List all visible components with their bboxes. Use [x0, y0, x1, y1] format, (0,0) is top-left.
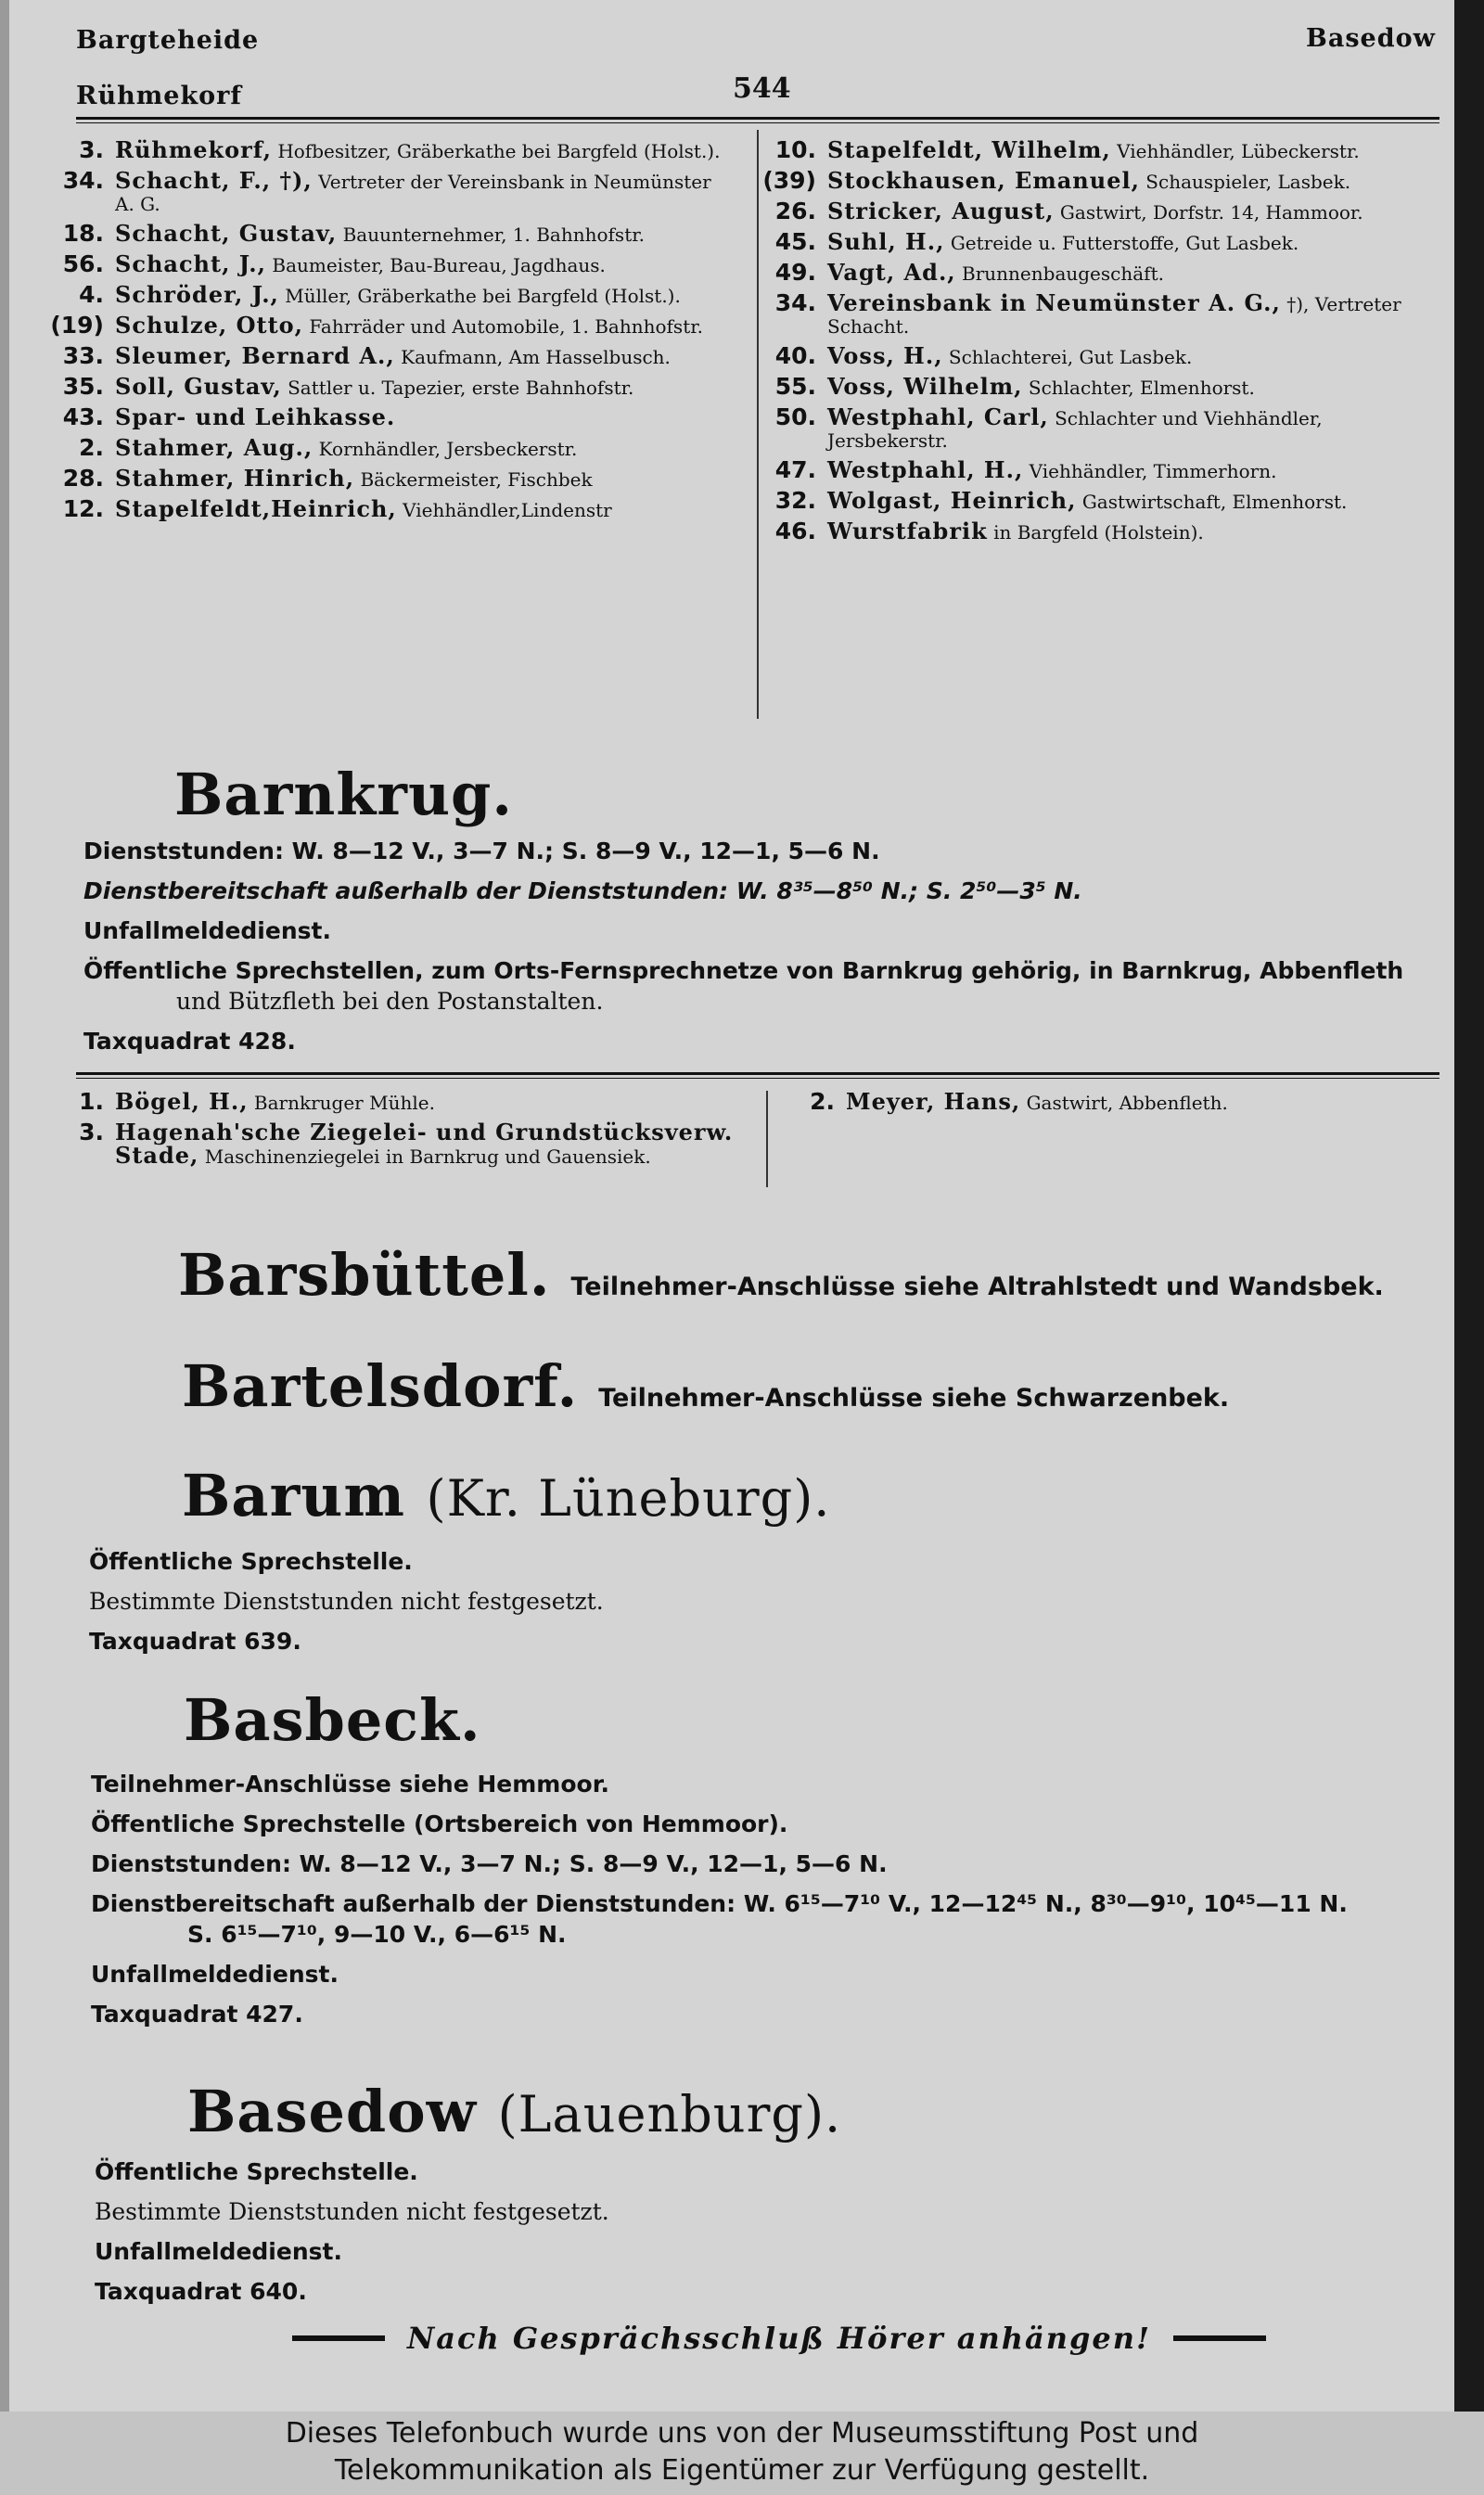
entry-desc: Viehhändler, Timmerhorn.: [1029, 460, 1277, 482]
entry-number: 18.: [62, 220, 104, 247]
basbeck-subscriber-ref: Teilnehmer-Anschlüsse siehe Hemmoor.: [91, 1771, 609, 1798]
entry-name: Soll, Gustav,: [115, 373, 282, 400]
entry-number: 3.: [79, 1119, 104, 1145]
list-item: [761, 520, 1438, 544]
entry-name: Sleumer, Bernard A.,: [115, 342, 395, 369]
entry-number: 49.: [774, 259, 816, 286]
entry-desc: Schlachter, Elmenhorst.: [1028, 377, 1255, 399]
barum-subtitle: (Kr. Lüneburg).: [426, 1469, 831, 1528]
barnkrug-right-column: [779, 1088, 1428, 1121]
entry-name: Schulze, Otto,: [115, 312, 304, 339]
page-left-edge: [0, 0, 9, 2412]
entry-number: 4.: [79, 281, 104, 308]
list-item: [48, 373, 735, 400]
book-spine: [1454, 0, 1484, 2412]
entry-desc: Bauunternehmer, 1. Bahnhofstr.: [342, 224, 645, 246]
list-item: [48, 495, 735, 522]
entry-desc: Getreide u. Futterstoffe, Gut Lasbek.: [950, 232, 1299, 254]
column-divider: [766, 1091, 768, 1187]
entry-name: Schacht, J.,: [115, 250, 267, 277]
entry-number: (19): [50, 312, 104, 339]
entry-desc: Müller, Gräberkathe bei Bargfeld (Holst.).: [285, 285, 681, 307]
entry-desc: Kaufmann, Am Hasselbusch.: [401, 346, 671, 368]
entry-number: 50.: [774, 403, 816, 430]
basbeck-accident-service: Unfallmeldedienst.: [91, 1961, 339, 1988]
entry-desc: Hofbesitzer, Gräberkathe bei Bargfeld (Holst.).: [277, 140, 721, 162]
entry-name: Vereinsbank in Neumünster A. G.,: [827, 289, 1281, 316]
entry-desc: Gastwirtschaft, Elmenhorst.: [1081, 491, 1348, 513]
basedow-heading: [187, 2078, 841, 2145]
list-item: [761, 259, 1438, 286]
list-item: [48, 467, 735, 491]
basbeck-service-hours: Dienststunden: W. 8—12 V., 3—7 N.; S. 8—9 V., 12—1, 5—6 N.: [91, 1850, 888, 1877]
entry-number: 56.: [62, 250, 104, 277]
basedow-info: [95, 2152, 1393, 2311]
basbeck-public-station: Öffentliche Sprechstelle (Ortsbereich von Hemmoor).: [91, 1810, 788, 1837]
entry-name: Voss, Wilhelm,: [827, 373, 1023, 400]
header-right-top: Basedow: [1306, 24, 1436, 53]
bartelsdorf-reference: Teilnehmer-Anschlüsse siehe Schwarzenbek.: [598, 1384, 1230, 1413]
list-item: [761, 342, 1438, 369]
barnkrug-public-stations-cont: und Bützfleth bei den Postanstalten.: [176, 988, 604, 1015]
bargteheide-left-column: [48, 136, 735, 529]
entry-number: 55.: [774, 373, 816, 400]
entry-number: 26.: [774, 198, 816, 224]
entry-name: Wurstfabrik: [827, 518, 988, 544]
list-item: [48, 220, 735, 247]
barum-tax-square: Taxquadrat 639.: [89, 1628, 301, 1655]
entry-desc: Viehhändler, Lübeckerstr.: [1117, 140, 1360, 162]
barum-heading: [182, 1462, 830, 1529]
entry-number: 35.: [62, 373, 104, 400]
entry-number: (39): [762, 167, 816, 194]
entry-name: Meyer, Hans,: [846, 1088, 1021, 1115]
barnkrug-rule: [76, 1072, 1439, 1079]
basedow-tax-square: Taxquadrat 640.: [95, 2278, 307, 2305]
entry-name: Westphahl, Carl,: [827, 403, 1049, 430]
entry-desc: Bäckermeister, Fischbek: [360, 468, 593, 491]
entry-desc: Maschinenziegelei in Barnkrug und Gauensiek.: [204, 1145, 651, 1168]
barnkrug-info: [83, 831, 1447, 1061]
list-item: [761, 167, 1438, 194]
entry-name: Westphahl, H.,: [827, 456, 1024, 483]
entry-name: Bögel, H.,: [115, 1088, 249, 1115]
header-rule: [76, 117, 1439, 123]
attribution-footer: [0, 2412, 1484, 2495]
entry-name: Vagt, Ad.,: [827, 259, 956, 286]
entry-number: 46.: [774, 518, 816, 544]
entry-name: Stockhausen, Emanuel,: [827, 167, 1140, 194]
entry-name: Stahmer, Aug.,: [115, 434, 313, 461]
basbeck-heading: Basbeck.: [184, 1686, 481, 1754]
entry-desc: Schlachterei, Gut Lasbek.: [948, 346, 1193, 368]
list-item: [48, 250, 735, 277]
entry-desc: Schlachter und Viehhändler, Jersbekerstr.: [827, 407, 1323, 452]
barsbuettel-title: Barsbüttel.: [178, 1241, 551, 1309]
entry-name: Schacht, F., †),: [115, 167, 313, 194]
closing-instruction: [241, 2321, 1317, 2356]
entry-desc: Barnkruger Mühle.: [253, 1092, 435, 1114]
entry-number: 32.: [774, 487, 816, 514]
decorative-rule: [1173, 2335, 1266, 2341]
barnkrug-tax-square: Taxquadrat 428.: [83, 1028, 296, 1055]
list-item: [48, 136, 735, 163]
basedow-accident-service: Unfallmeldedienst.: [95, 2238, 342, 2265]
barsbuettel-heading: [178, 1241, 1384, 1309]
footer-line-2: Telekommunikation als Eigentümer zur Verfügung gestellt.: [334, 2454, 1150, 2487]
list-item: [48, 167, 735, 215]
barnkrug-left-column: [48, 1088, 762, 1175]
entry-name: Rühmekorf,: [115, 136, 272, 163]
basedow-service-hours: Bestimmte Dienststunden nicht festgesetzt.: [95, 2198, 609, 2225]
basbeck-standby-hours: Dienstbereitschaft außerhalb der Dienststunden: W. 6¹⁵—7¹⁰ V., 12—12⁴⁵ N., 8³⁰—9¹⁰, 10⁴⁵—11 N.: [91, 1890, 1348, 1917]
entry-desc: Gastwirt, Abbenfleth.: [1026, 1092, 1228, 1114]
entry-name: Voss, H.,: [827, 342, 943, 369]
list-item: [48, 342, 735, 369]
bartelsdorf-heading: [182, 1352, 1229, 1420]
list-item: [48, 1088, 762, 1115]
entry-desc: †), Vertreter Schacht.: [827, 293, 1401, 338]
list-item: [761, 289, 1438, 338]
entry-desc: Baumeister, Bau-Bureau, Jagdhaus.: [272, 254, 606, 276]
bartelsdorf-title: Bartelsdorf.: [182, 1352, 579, 1420]
barnkrug-public-stations: Öffentliche Sprechstellen, zum Orts-Fernsprechnetze von Barnkrug gehörig, in Barnkrug, Abbenfleth: [83, 957, 1404, 984]
entry-name: Stapelfeldt,Heinrich,: [115, 495, 397, 522]
list-item: [761, 487, 1438, 514]
entry-number: 34.: [774, 289, 816, 316]
entry-number: 47.: [774, 456, 816, 483]
entry-number: 28.: [62, 465, 104, 492]
list-item: [761, 228, 1438, 255]
list-item: [761, 456, 1438, 483]
list-item: [48, 434, 735, 461]
entry-name: Schröder, J.,: [115, 281, 279, 308]
footer-line-1: Dieses Telefonbuch wurde uns von der Museumsstiftung Post und: [285, 2417, 1199, 2450]
basbeck-info: [91, 1764, 1445, 2034]
entry-name: Spar- und Leihkasse.: [115, 403, 396, 430]
entry-desc: Schauspieler, Lasbek.: [1145, 171, 1351, 193]
barsbuettel-reference: Teilnehmer-Anschlüsse siehe Altrahlstedt und Wandsbek.: [570, 1273, 1384, 1301]
barnkrug-accident-service: Unfallmeldedienst.: [83, 917, 331, 944]
entry-number: 43.: [62, 403, 104, 430]
entry-desc: Kornhändler, Jersbeckerstr.: [318, 438, 578, 460]
barnkrug-standby-hours: Dienstbereitschaft außerhalb der Dienststunden: W. 8³⁵—8⁵⁰ N.; S. 2⁵⁰—3⁵ N.: [83, 877, 1082, 904]
list-item: [761, 403, 1438, 452]
basbeck-standby-hours-sunday: S. 6¹⁵—7¹⁰, 9—10 V., 6—6¹⁵ N.: [187, 1921, 567, 1948]
list-item: [761, 136, 1438, 163]
basedow-public-station: Öffentliche Sprechstelle.: [95, 2158, 418, 2185]
list-item: [761, 373, 1438, 400]
list-item: [779, 1088, 1428, 1115]
list-item: [48, 403, 735, 430]
entry-desc: Viehhändler,Lindenstr: [403, 499, 612, 521]
list-item: [48, 314, 735, 338]
basedow-title: Basedow: [187, 2078, 478, 2145]
entry-desc: Sattler u. Tapezier, erste Bahnhofstr.: [288, 377, 634, 399]
entry-number: 45.: [774, 228, 816, 255]
entry-desc: Brunnenbaugeschäft.: [962, 262, 1164, 285]
entry-number: 10.: [774, 136, 816, 163]
list-item: [48, 281, 735, 308]
entry-name: Wolgast, Heinrich,: [827, 487, 1077, 514]
basedow-subtitle: (Lauenburg).: [497, 2085, 842, 2143]
basbeck-tax-square: Taxquadrat 427.: [91, 2001, 303, 2028]
entry-number: 12.: [62, 495, 104, 522]
header-left-top: Bargteheide: [76, 26, 260, 55]
entry-desc: Fahrräder und Automobile, 1. Bahnhofstr.: [309, 315, 703, 338]
entry-name: Stahmer, Hinrich,: [115, 465, 355, 492]
barum-public-station: Öffentliche Sprechstelle.: [89, 1548, 413, 1575]
barum-info: [89, 1542, 1388, 1661]
entry-name: Hagenah'sche Ziegelei- und Grundstücksverw. Stade,: [115, 1119, 734, 1169]
decorative-rule: [292, 2335, 385, 2341]
column-divider: [757, 130, 759, 719]
page-number: 544: [733, 72, 791, 105]
entry-number: 1.: [79, 1088, 104, 1115]
barnkrug-service-hours: Dienststunden: W. 8—12 V., 3—7 N.; S. 8—9 V., 12—1, 5—6 N.: [83, 838, 880, 864]
barum-title: Barum: [182, 1462, 405, 1529]
entry-name: Suhl, H.,: [827, 228, 945, 255]
closing-text: Nach Gesprächsschluß Hörer anhängen!: [406, 2321, 1152, 2356]
entry-number: 33.: [62, 342, 104, 369]
entry-number: 2.: [79, 434, 104, 461]
header-left-bottom: Rühmekorf: [76, 82, 243, 110]
entry-number: 34.: [62, 167, 104, 194]
entry-name: Schacht, Gustav,: [115, 220, 338, 247]
entry-desc: Vertreter der Vereinsbank in Neumünster A. G.: [115, 171, 711, 215]
entry-name: Stricker, August,: [827, 198, 1055, 224]
entry-desc: in Bargfeld (Holstein).: [993, 521, 1204, 544]
entry-number: 40.: [774, 342, 816, 369]
list-item: [761, 200, 1438, 224]
entry-name: Stapelfeldt, Wilhelm,: [827, 136, 1111, 163]
list-item: [48, 1121, 762, 1168]
bargteheide-right-column: [761, 136, 1438, 551]
entry-number: 3.: [79, 136, 104, 163]
barum-service-hours: Bestimmte Dienststunden nicht festgesetzt.: [89, 1588, 604, 1615]
barnkrug-heading: Barnkrug.: [174, 761, 513, 828]
entry-number: 2.: [810, 1088, 835, 1115]
entry-desc: Gastwirt, Dorfstr. 14, Hammoor.: [1059, 201, 1363, 224]
